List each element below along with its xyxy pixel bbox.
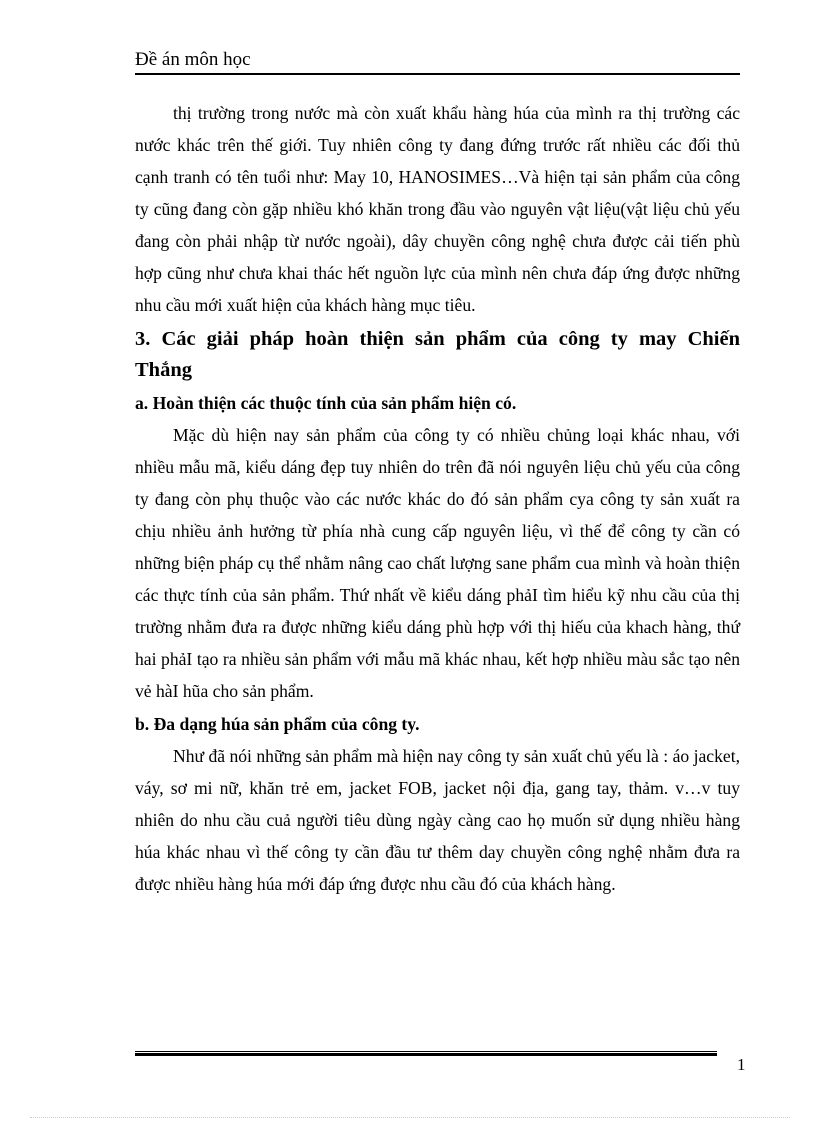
- subsection-heading-a: a. Hoàn thiện các thuộc tính của sản phẩm hiện có.: [135, 393, 517, 413]
- footer-divider: [135, 1051, 717, 1056]
- paragraph-attributes: Mặc dù hiện nay sản phẩm của công ty có nhiều chủng loại khác nhau, với nhiều mẫu mã, kiểu dáng đẹp tuy nhiên do trên đã nói nguyên liệu chủ yếu của công ty đang còn phụ thuộc vào các nước khác do đó sản phẩm cya công ty sản xuất ra chịu nhiều ảnh hưởng từ phía nhà cung cấp nguyên liệu, vì thế để công ty cần có những biện pháp cụ thể nhằm nâng cao chất lượng sane phẩm cua mình và hoàn thiện các thực tính của sản phẩm. Thứ nhất về kiểu dáng phảI tìm hiểu kỹ nhu cầu của thị trường nhằm đưa ra được những kiểu dáng phù hợp với thị hiếu của khach hàng, thứ hai phảI tạo ra nhiều sản phẩm với mẫu mã khác nhau, kết hợp nhiều màu sắc tạo nên vẻ hàI hũa cho sản phẩm.: [135, 425, 740, 701]
- paragraph-intro: thị trường trong nước mà còn xuất khẩu hàng húa của mình ra thị trường các nước khác trên thế giới. Tuy nhiên công ty đang đứng trước rất nhiều các đối thủ cạnh tranh có tên tuổi như: May 10, HANOSIMES…Và hiện tại sản phẩm của công ty cũng đang còn gặp nhiều khó khăn trong đầu vào nguyên vật liệu(vật liệu chủ yếu đang còn phải nhập từ nước ngoài), dây chuyền công nghệ chưa được cải tiến phù hợp cũng như chưa khai thác hết nguồn lực của mình nên chưa đáp ứng được những nhu cầu mới xuất hiện của khách hàng mục tiêu.: [135, 103, 740, 315]
- page-number: 1: [737, 1055, 746, 1074]
- paragraph-diversification: Như đã nói những sản phẩm mà hiện nay công ty sản xuất chủ yếu là : áo jacket, váy, sơ mi nữ, khăn trẻ em, jacket FOB, jacket nội địa, gang tay, thảm. v…v tuy nhiên do nhu cầu cuả người tiêu dùng ngày càng cao họ muốn sử dụng nhiều hàng húa khác nhau vì thế công ty cần đầu tư thêm day chuyền công nghệ nhằm đưa ra được nhiều hàng húa mới đáp ứng được nhu cầu đó của khách hàng.: [135, 746, 740, 894]
- header-divider: [135, 73, 740, 75]
- page-header-title: Đề án môn học: [135, 49, 251, 70]
- subsection-heading-b: b. Đa dạng húa sản phẩm của công ty.: [135, 714, 420, 734]
- document-body: [135, 97, 740, 900]
- section-heading-3: 3. Các giải pháp hoàn thiện sản phẩm của công ty may Chiến Thắng: [135, 328, 740, 381]
- page-bottom-dotted-line: [30, 1117, 790, 1118]
